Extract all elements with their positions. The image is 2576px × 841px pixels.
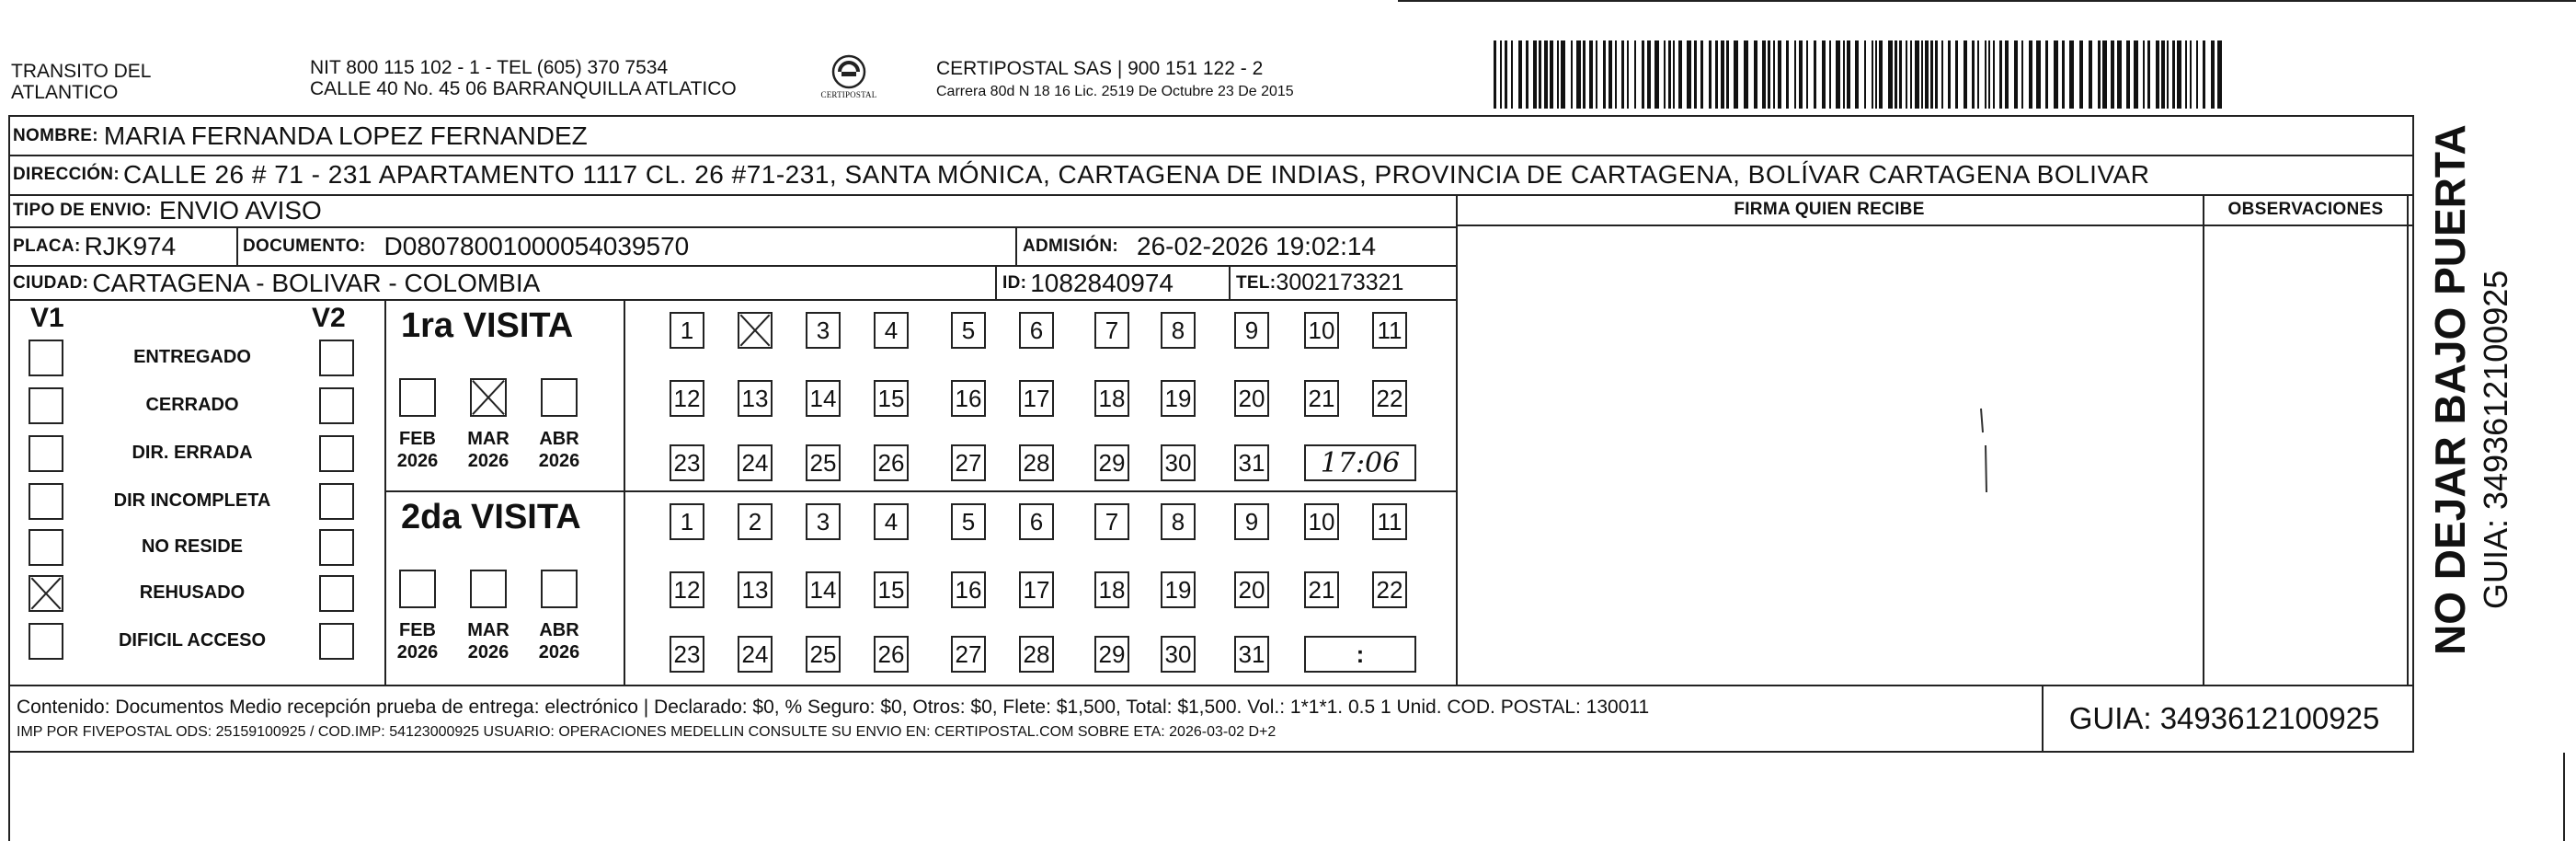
print-info-line: IMP POR FIVEPOSTAL ODS: 25159100925 / COD.IMP: 54123000925 USUARIO: OPERACIONES MEDELLIN CONSULTE SU ENVIO EN: CERTIPOSTAL.COM SOBRE ETA: 2026-03-02 D+2: [17, 724, 1277, 740]
status-label: ENTREGADO: [133, 347, 251, 367]
recipient-name: MARIA FERNANDA LOPEZ FERNANDEZ: [103, 121, 588, 150]
month-name: FEB: [399, 620, 436, 640]
v2-checkbox[interactable]: [319, 623, 354, 660]
day-box[interactable]: 5: [951, 312, 986, 349]
status-label: DIR INCOMPLETA: [113, 490, 271, 511]
barcode-bar: [1627, 40, 1629, 109]
day-box[interactable]: 24: [738, 444, 773, 481]
v1-checkbox[interactable]: [29, 340, 63, 376]
day-box[interactable]: 8: [1161, 312, 1196, 349]
barcode-bar: [1768, 40, 1770, 109]
day-box[interactable]: 15: [874, 380, 909, 417]
barcode-bar: [1888, 40, 1893, 109]
day-box[interactable]: 15: [874, 571, 909, 608]
month-year: 2026: [467, 451, 509, 471]
col-observations-left: [2203, 194, 2204, 685]
document-label: DOCUMENTO:: [243, 236, 366, 256]
barcode-bar: [1571, 40, 1573, 109]
barcode-bar: [2117, 40, 2122, 109]
barcode-bar: [1642, 40, 1644, 109]
barcode-bar: [1786, 40, 1789, 109]
barcode-bar: [1948, 40, 1951, 109]
day-box[interactable]: 25: [806, 444, 841, 481]
month-year: 2026: [538, 642, 580, 662]
barcode-bar: [1921, 40, 1923, 109]
status-label: DIFICIL ACCESO: [118, 630, 266, 651]
certipostal-logo: [812, 52, 886, 107]
barcode-bar: [1754, 40, 1757, 109]
barcode-bar: [2196, 40, 2198, 109]
admission-label: ADMISIÓN:: [1023, 236, 1119, 256]
barcode-bar: [2167, 40, 2169, 109]
day-box[interactable]: 30: [1161, 636, 1196, 673]
barcode-bar: [1836, 40, 1840, 109]
day-box[interactable]: 21: [1304, 380, 1339, 417]
tel-label: TEL:: [1236, 272, 1277, 293]
v1-checkbox[interactable]: [29, 623, 63, 660]
barcode-bar: [2089, 40, 2092, 109]
month-name: ABR: [539, 429, 579, 449]
visit-time: 17:06: [1320, 446, 1401, 479]
barcode-bar: [1977, 40, 1979, 109]
barcode-bar: [2156, 40, 2159, 109]
month-name: MAR: [467, 620, 509, 640]
barcode-bar: [1518, 40, 1522, 109]
month-label: [385, 619, 450, 663]
id-value: 1082840974: [1030, 268, 1174, 297]
day-box[interactable]: 21: [1304, 571, 1339, 608]
month-year: 2026: [396, 642, 439, 662]
barcode-bar: [1935, 40, 1938, 109]
month-checkbox[interactable]: [470, 570, 507, 608]
month-label: [385, 428, 450, 472]
barcode-bar: [1634, 40, 1636, 109]
v2-label: V2: [312, 303, 346, 333]
day-box[interactable]: 8: [1161, 503, 1196, 540]
shipment-type: ENVIO AVISO: [158, 196, 322, 225]
top-rule: [1398, 0, 2576, 2]
barcode-bar: [2102, 40, 2107, 109]
month-label: [456, 619, 521, 663]
barcode-bar: [1678, 40, 1682, 109]
barcode-bar: [1550, 40, 1553, 109]
col-signature-left: [1456, 194, 1458, 685]
v1-checkbox[interactable]: [29, 387, 63, 424]
day-box[interactable]: 4: [874, 503, 909, 540]
barcode-bar: [1539, 40, 1541, 109]
side-guia: GUIA: 3493612100925: [2477, 270, 2514, 609]
barcode-bar: [1864, 40, 1866, 109]
barcode-bar: [1872, 40, 1873, 109]
barcode-bar: [1526, 40, 1528, 109]
barcode-bar: [1955, 40, 1958, 109]
day-box[interactable]: 3: [806, 312, 841, 349]
day-box[interactable]: 29: [1094, 444, 1129, 481]
day-box[interactable]: 30: [1161, 444, 1196, 481]
document-value: D08078001000054039570: [384, 232, 690, 260]
barcode-bar: [1814, 40, 1816, 109]
barcode-bar: [1778, 40, 1781, 109]
barcode-bar: [1615, 40, 1617, 109]
city-field: [13, 267, 540, 299]
day-box[interactable]: 31: [1234, 444, 1269, 481]
courier-license: Carrera 80d N 18 16 Lic. 2519 De Octubre 23 De 2015: [936, 84, 1294, 99]
barcode-bar: [1829, 40, 1831, 109]
barcode-bar: [1941, 40, 1943, 109]
company-contact: [310, 57, 737, 99]
tel-sep: [1229, 265, 1231, 299]
v2-checkbox[interactable]: [319, 529, 354, 566]
visit-time: :: [1356, 639, 1365, 668]
day-box[interactable]: 10: [1304, 312, 1339, 349]
barcode-bar: [1915, 40, 1919, 109]
barcode-bar: [1799, 40, 1803, 109]
barcode-bar: [1583, 40, 1586, 109]
day-box[interactable]: 7: [1094, 312, 1129, 349]
day-box[interactable]: 5: [951, 503, 986, 540]
barcode-bar: [1906, 40, 1907, 109]
day-box[interactable]: 28: [1019, 444, 1054, 481]
day-box[interactable]: 20: [1234, 571, 1269, 608]
barcode-bar: [2111, 40, 2114, 109]
visit-title: 2da VISITA: [401, 498, 581, 536]
day-box[interactable]: 28: [1019, 636, 1054, 673]
day-box[interactable]: 2: [738, 503, 773, 540]
barcode-bar: [2203, 40, 2205, 109]
barcode-bar: [1621, 40, 1624, 109]
barcode-bar: [1544, 40, 1548, 109]
tel-field: [1236, 267, 1403, 299]
contents-line: Contenido: Documentos Medio recepción prueba de entrega: electrónico | Declarado: $0, % Seguro: $0, Otros: $0, Flete: $1,500, Total: $1,500. Vol.: 1*1*1. 0.5 1 Unid. COD. POSTAL: 130011: [17, 697, 1650, 718]
barcode-bar: [1654, 40, 1659, 109]
status-panel: [8, 299, 384, 685]
day-box[interactable]: 14: [806, 380, 841, 417]
barcode-bar: [1668, 40, 1671, 109]
v2-checkbox[interactable]: [319, 435, 354, 472]
day-box[interactable]: 27: [951, 444, 986, 481]
status-label: DIR. ERRADA: [132, 443, 253, 463]
status-label: NO RESIDE: [141, 536, 244, 557]
barcode-bar: [1673, 40, 1675, 109]
id-field: [1002, 267, 1174, 299]
barcode-bar: [1664, 40, 1666, 109]
barcode-bar: [1762, 40, 1766, 109]
barcode-bar: [1744, 40, 1748, 109]
address-label: DIRECCIÓN:: [13, 165, 120, 184]
plate-field: [13, 228, 176, 265]
col-right-edge: [2407, 194, 2409, 685]
barcode-bar: [2185, 40, 2187, 109]
barcode-bar: [1726, 40, 1729, 109]
name-row: [13, 118, 588, 155]
day-box[interactable]: 1: [670, 312, 704, 349]
barcode-bar: [2029, 40, 2032, 109]
day-box[interactable]: 18: [1094, 571, 1129, 608]
id-sep: [995, 265, 997, 299]
barcode-bar: [1647, 40, 1651, 109]
admission-sep: [1015, 226, 1017, 265]
day-box[interactable]: 22: [1372, 571, 1407, 608]
tel-value: 3002173321: [1276, 270, 1404, 295]
v2-checkbox[interactable]: [319, 340, 354, 376]
barcode-bar: [1557, 40, 1559, 109]
barcode-bar: [1806, 40, 1808, 109]
visit-title: 1ra VISITA: [401, 306, 574, 345]
plate-sep: [236, 226, 238, 265]
observations-header: OBSERVACIONES: [2227, 200, 2384, 219]
day-box[interactable]: 25: [806, 636, 841, 673]
barcode-bar: [1561, 40, 1565, 109]
day-box[interactable]: [738, 312, 773, 349]
type-row: [13, 195, 322, 226]
barcode-bar: [2054, 40, 2058, 109]
barcode-bar: [1895, 40, 1897, 109]
barcode-bar: [1993, 40, 1995, 109]
day-box[interactable]: 17: [1019, 571, 1054, 608]
month-year: 2026: [467, 642, 509, 662]
plate-label: PLACA:: [13, 236, 81, 256]
barcode-bar: [1910, 40, 1912, 109]
month-name: ABR: [539, 620, 579, 640]
side-warning: NO DEJAR BAJO PUERTA: [2426, 124, 2474, 655]
day-box[interactable]: 20: [1234, 380, 1269, 417]
v1-checkbox[interactable]: [29, 575, 63, 612]
barcode-bar: [1715, 40, 1718, 109]
day-box[interactable]: 1: [670, 503, 704, 540]
month-checkbox[interactable]: [399, 378, 436, 417]
day-box[interactable]: 4: [874, 312, 909, 349]
barcode-bar: [1687, 40, 1691, 109]
day-box[interactable]: 12: [670, 380, 704, 417]
day-box[interactable]: 11: [1372, 503, 1407, 540]
id-label: ID:: [1002, 272, 1027, 293]
barcode-bar: [1972, 40, 1975, 109]
v2-checkbox[interactable]: [319, 575, 354, 612]
courier-name: CERTIPOSTAL SAS | 900 151 122 - 2: [936, 58, 1264, 79]
barcode-bar: [2126, 40, 2130, 109]
v1-checkbox[interactable]: [29, 483, 63, 520]
company-name-line2: ATLANTICO: [11, 82, 119, 103]
barcode-bar: [1843, 40, 1845, 109]
barcode-bar: [2217, 40, 2222, 109]
status-label: CERRADO: [145, 395, 239, 415]
month-year: 2026: [538, 451, 580, 471]
day-box[interactable]: 6: [1019, 503, 1054, 540]
barcode-bar: [2172, 40, 2175, 109]
day-box[interactable]: 13: [738, 380, 773, 417]
barcode-bar: [1500, 40, 1502, 109]
barcode-bar: [1511, 40, 1513, 109]
month-label: [527, 619, 591, 663]
signature-header: FIRMA QUIEN RECIBE: [1734, 200, 1925, 219]
city-label: CIUDAD:: [13, 272, 89, 293]
barcode-bar: [2161, 40, 2165, 109]
time-box[interactable]: [1304, 444, 1416, 481]
barcode-bar: [1700, 40, 1703, 109]
barcode-bar: [1999, 40, 2002, 109]
day-box[interactable]: 9: [1234, 503, 1269, 540]
v1-label: V1: [30, 303, 64, 333]
barcode-bar: [1576, 40, 1581, 109]
admission-value: 26-02-2026 19:02:14: [1137, 232, 1377, 260]
day-box[interactable]: 29: [1094, 636, 1129, 673]
day-box[interactable]: 23: [670, 444, 704, 481]
admission-field: [1023, 228, 1376, 265]
v2-checkbox[interactable]: [319, 387, 354, 424]
day-box[interactable]: 24: [738, 636, 773, 673]
barcode-bar: [1963, 40, 1967, 109]
document-field: [243, 228, 689, 265]
name-label: NOMBRE:: [13, 126, 98, 145]
day-box[interactable]: 14: [806, 571, 841, 608]
v1-checkbox[interactable]: [29, 529, 63, 566]
v1-checkbox[interactable]: [29, 435, 63, 472]
plate-value: RJK974: [84, 232, 177, 260]
barcode-bar: [1899, 40, 1902, 109]
time-box[interactable]: [1304, 636, 1416, 673]
status-label: REHUSADO: [139, 582, 246, 603]
month-year: 2026: [396, 451, 439, 471]
barcode-bar: [1794, 40, 1796, 109]
barcode-bar: [2045, 40, 2048, 109]
barcode-bar: [2069, 40, 2074, 109]
city-value: CARTAGENA - BOLIVAR - COLOMBIA: [92, 268, 541, 297]
barcode-bar: [1773, 40, 1775, 109]
month-checkbox[interactable]: [470, 378, 507, 417]
nit-line: NIT 800 115 102 - 1 - TEL (605) 370 7534: [310, 57, 669, 78]
day-box[interactable]: 27: [951, 636, 986, 673]
company-address: CALLE 40 No. 45 06 BARRANQUILLA ATLATICO: [310, 78, 737, 99]
day-box[interactable]: 3: [806, 503, 841, 540]
day-box[interactable]: 6: [1019, 312, 1054, 349]
day-box[interactable]: 22: [1372, 380, 1407, 417]
company-name-line1: TRANSITO DEL: [11, 61, 152, 82]
month-checkbox[interactable]: [399, 570, 436, 608]
day-box[interactable]: 18: [1094, 380, 1129, 417]
footer-guia: GUIA: 3493612100925: [2068, 701, 2380, 735]
day-box[interactable]: 10: [1304, 503, 1339, 540]
barcode-bar: [2021, 40, 2023, 109]
day-box[interactable]: 31: [1234, 636, 1269, 673]
barcode-bar: [1505, 40, 1507, 109]
barcode-bar: [2014, 40, 2018, 109]
barcode-bar: [2098, 40, 2101, 109]
logo-text: CERTIPOSTAL: [820, 90, 877, 99]
day-box[interactable]: 19: [1161, 571, 1196, 608]
barcode-bar: [2036, 40, 2041, 109]
barcode-bar: [1494, 40, 1496, 109]
outer-bottom-box: [8, 753, 2565, 841]
month-checkbox[interactable]: [541, 378, 578, 417]
signature-mark: [1975, 405, 1994, 497]
barcode-bar: [2134, 40, 2138, 109]
barcode: [1494, 40, 2224, 109]
barcode-bar: [1721, 40, 1724, 109]
type-label: TIPO DE ENVIO:: [13, 201, 152, 220]
divider-header-cols: [1456, 225, 2414, 226]
day-box[interactable]: 26: [874, 444, 909, 481]
barcode-bar: [1985, 40, 1986, 109]
day-box[interactable]: 26: [874, 636, 909, 673]
month-name: FEB: [399, 429, 436, 449]
barcode-bar: [2143, 40, 2145, 109]
month-label: [527, 428, 591, 472]
day-box[interactable]: 16: [951, 380, 986, 417]
barcode-bar: [1930, 40, 1933, 109]
v2-checkbox[interactable]: [319, 483, 354, 520]
recipient-address: CALLE 26 # 71 - 231 APARTAMENTO 1117 CL. 26 #71-231, SANTA MÓNICA, CARTAGENA DE INDIAS, PROVINCIA DE CARTAGENA, BOLÍVAR CARTAGENA BOLIVAR: [122, 160, 2150, 189]
barcode-bar: [2147, 40, 2150, 109]
address-row: [13, 156, 2404, 193]
month-name: MAR: [467, 429, 509, 449]
day-box[interactable]: 7: [1094, 503, 1129, 540]
company-name: [11, 61, 151, 103]
visit-sep: [384, 490, 1456, 492]
barcode-bar: [1925, 40, 1929, 109]
day-box[interactable]: 13: [738, 571, 773, 608]
barcode-bar: [2005, 40, 2009, 109]
barcode-bar: [1694, 40, 1697, 109]
day-box[interactable]: 12: [670, 571, 704, 608]
barcode-bar: [1734, 40, 1738, 109]
barcode-bar: [2177, 40, 2181, 109]
day-box[interactable]: 9: [1234, 312, 1269, 349]
barcode-bar: [1847, 40, 1850, 109]
barcode-bar: [1596, 40, 1597, 109]
day-box[interactable]: 19: [1161, 380, 1196, 417]
month-checkbox[interactable]: [541, 570, 578, 608]
barcode-bar: [1533, 40, 1537, 109]
barcode-bar: [2211, 40, 2215, 109]
barcode-bar: [2190, 40, 2192, 109]
barcode-bar: [1609, 40, 1612, 109]
day-box[interactable]: 16: [951, 571, 986, 608]
barcode-bar: [1822, 40, 1826, 109]
day-box[interactable]: 11: [1372, 312, 1407, 349]
month-label: [456, 428, 521, 472]
barcode-bar: [1875, 40, 1877, 109]
barcode-bar: [2062, 40, 2065, 109]
barcode-bar: [1988, 40, 1990, 109]
barcode-bar: [1709, 40, 1712, 109]
barcode-bar: [1855, 40, 1859, 109]
barcode-bar: [1603, 40, 1606, 109]
barcode-bar: [1879, 40, 1883, 109]
day-box[interactable]: 17: [1019, 380, 1054, 417]
day-box[interactable]: 23: [670, 636, 704, 673]
barcode-bar: [1589, 40, 1593, 109]
barcode-bar: [2079, 40, 2083, 109]
